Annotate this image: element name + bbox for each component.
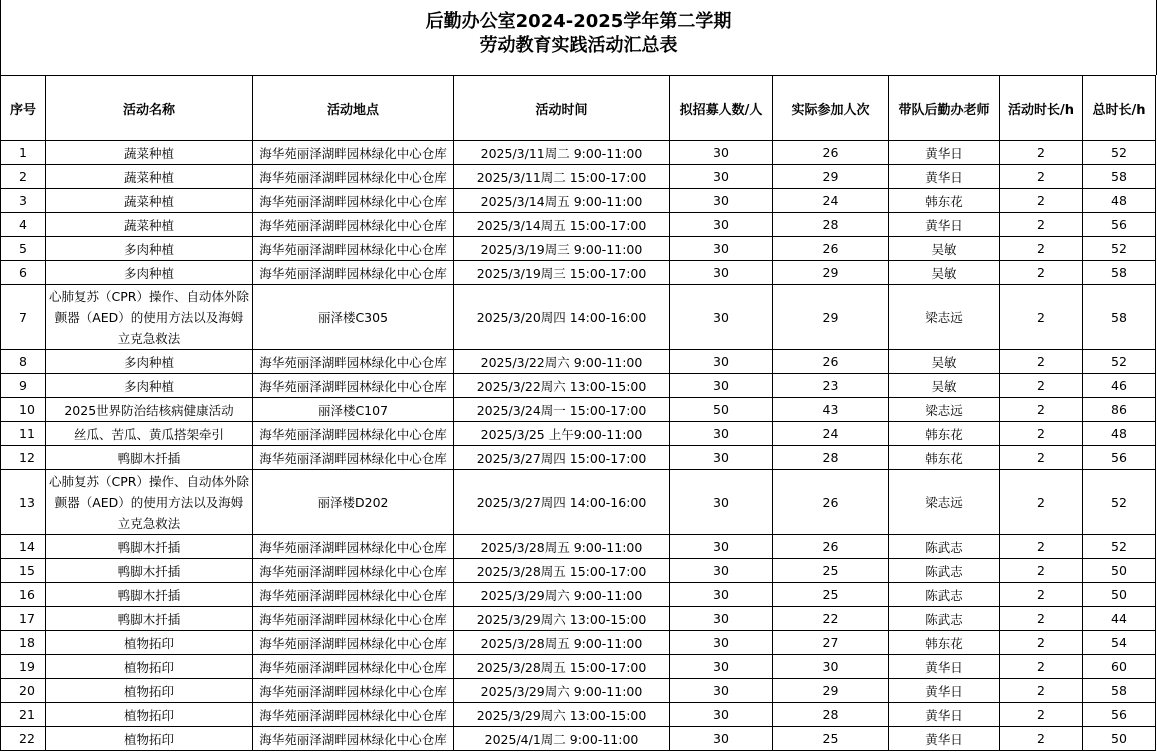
table-row bbox=[1, 350, 1156, 374]
cell-actual-count[interactable]: 26 bbox=[773, 237, 889, 261]
cell-index[interactable]: 17 bbox=[1, 607, 46, 631]
cell-location[interactable]: 海华苑丽泽湖畔园林绿化中心仓库 bbox=[253, 189, 454, 213]
cell-total-hours[interactable]: 48 bbox=[1083, 422, 1156, 446]
cell-total-hours[interactable]: 56 bbox=[1083, 446, 1156, 470]
cell-duration[interactable]: 2 bbox=[1000, 189, 1083, 213]
cell-planned-count[interactable]: 30 bbox=[670, 189, 773, 213]
cell-total-hours[interactable]: 54 bbox=[1083, 631, 1156, 655]
cell-planned-count[interactable]: 30 bbox=[670, 655, 773, 679]
cell-duration[interactable]: 2 bbox=[1000, 261, 1083, 285]
cell-duration[interactable]: 2 bbox=[1000, 350, 1083, 374]
cell-activity-name[interactable]: 植物拓印 bbox=[46, 703, 253, 727]
cell-activity-name[interactable]: 多肉种植 bbox=[46, 237, 253, 261]
cell-activity-name[interactable]: 鸭脚木扦插 bbox=[46, 607, 253, 631]
header-row bbox=[1, 76, 1156, 141]
cell-duration[interactable]: 2 bbox=[1000, 398, 1083, 422]
cell-time[interactable]: 2025/3/27周四 15:00-17:00 bbox=[454, 446, 670, 470]
cell-teacher[interactable]: 梁志远 bbox=[889, 285, 1000, 350]
table-row bbox=[1, 285, 1156, 350]
cell-duration[interactable]: 2 bbox=[1000, 446, 1083, 470]
cell-planned-count[interactable]: 30 bbox=[670, 559, 773, 583]
cell-planned-count[interactable]: 30 bbox=[670, 446, 773, 470]
cell-duration[interactable]: 2 bbox=[1000, 703, 1083, 727]
cell-index[interactable]: 13 bbox=[1, 470, 46, 535]
cell-duration[interactable]: 2 bbox=[1000, 655, 1083, 679]
cell-teacher[interactable]: 黄华日 bbox=[889, 703, 1000, 727]
cell-actual-count[interactable]: 26 bbox=[773, 350, 889, 374]
cell-actual-count[interactable]: 26 bbox=[773, 141, 889, 165]
cell-time[interactable]: 2025/3/25 上午9:00-11:00 bbox=[454, 422, 670, 446]
cell-planned-count[interactable]: 30 bbox=[670, 213, 773, 237]
cell-time[interactable]: 2025/3/22周六 9:00-11:00 bbox=[454, 350, 670, 374]
cell-index[interactable]: 6 bbox=[1, 261, 46, 285]
cell-location[interactable]: 丽泽楼C107 bbox=[253, 398, 454, 422]
cell-teacher[interactable]: 吴敏 bbox=[889, 237, 1000, 261]
cell-total-hours[interactable]: 58 bbox=[1083, 285, 1156, 350]
cell-actual-count[interactable]: 29 bbox=[773, 165, 889, 189]
cell-planned-count[interactable]: 50 bbox=[670, 398, 773, 422]
cell-location[interactable]: 海华苑丽泽湖畔园林绿化中心仓库 bbox=[253, 422, 454, 446]
cell-index[interactable]: 19 bbox=[1, 655, 46, 679]
cell-teacher[interactable]: 陈武志 bbox=[889, 559, 1000, 583]
cell-location[interactable]: 海华苑丽泽湖畔园林绿化中心仓库 bbox=[253, 165, 454, 189]
table-row bbox=[1, 398, 1156, 422]
cell-time[interactable]: 2025/3/14周五 9:00-11:00 bbox=[454, 189, 670, 213]
cell-time[interactable]: 2025/3/11周二 15:00-17:00 bbox=[454, 165, 670, 189]
table-row bbox=[1, 374, 1156, 398]
cell-total-hours[interactable]: 56 bbox=[1083, 213, 1156, 237]
header-cell[interactable]: 活动名称 bbox=[46, 76, 253, 141]
cell-location[interactable]: 海华苑丽泽湖畔园林绿化中心仓库 bbox=[253, 213, 454, 237]
cell-index[interactable]: 9 bbox=[1, 374, 46, 398]
table-row bbox=[1, 189, 1156, 213]
cell-duration[interactable]: 2 bbox=[1000, 679, 1083, 703]
cell-teacher[interactable]: 韩东花 bbox=[889, 446, 1000, 470]
cell-index[interactable]: 15 bbox=[1, 559, 46, 583]
cell-teacher[interactable]: 黄华日 bbox=[889, 655, 1000, 679]
cell-time[interactable]: 2025/3/24周一 15:00-17:00 bbox=[454, 398, 670, 422]
cell-location[interactable]: 海华苑丽泽湖畔园林绿化中心仓库 bbox=[253, 607, 454, 631]
cell-teacher[interactable]: 梁志远 bbox=[889, 470, 1000, 535]
cell-total-hours[interactable]: 58 bbox=[1083, 165, 1156, 189]
cell-activity-name[interactable]: 鸭脚木扦插 bbox=[46, 583, 253, 607]
cell-activity-name[interactable]: 多肉种植 bbox=[46, 261, 253, 285]
cell-actual-count[interactable]: 25 bbox=[773, 727, 889, 751]
cell-index[interactable]: 4 bbox=[1, 213, 46, 237]
cell-duration[interactable]: 2 bbox=[1000, 583, 1083, 607]
cell-duration[interactable]: 2 bbox=[1000, 535, 1083, 559]
cell-planned-count[interactable]: 30 bbox=[670, 141, 773, 165]
cell-index[interactable]: 20 bbox=[1, 679, 46, 703]
cell-planned-count[interactable]: 30 bbox=[670, 165, 773, 189]
cell-location[interactable]: 丽泽楼C305 bbox=[253, 285, 454, 350]
cell-activity-name[interactable]: 心肺复苏（CPR）操作、自动体外除颤器（AED）的使用方法以及海姆立克急救法 bbox=[46, 470, 253, 535]
cell-duration[interactable]: 2 bbox=[1000, 422, 1083, 446]
cell-teacher[interactable]: 黄华日 bbox=[889, 727, 1000, 751]
header-cell[interactable]: 总时长/h bbox=[1083, 76, 1156, 141]
cell-activity-name[interactable]: 蔬菜种植 bbox=[46, 213, 253, 237]
activity-table bbox=[0, 75, 1156, 751]
cell-actual-count[interactable]: 24 bbox=[773, 189, 889, 213]
cell-planned-count[interactable]: 30 bbox=[670, 583, 773, 607]
cell-location[interactable]: 海华苑丽泽湖畔园林绿化中心仓库 bbox=[253, 559, 454, 583]
cell-actual-count[interactable]: 28 bbox=[773, 446, 889, 470]
title-line-2: 劳动教育实践活动汇总表 bbox=[479, 35, 678, 56]
cell-actual-count[interactable]: 25 bbox=[773, 583, 889, 607]
table-row bbox=[1, 727, 1156, 751]
table-row bbox=[1, 607, 1156, 631]
cell-index[interactable]: 5 bbox=[1, 237, 46, 261]
cell-activity-name[interactable]: 植物拓印 bbox=[46, 679, 253, 703]
title-block bbox=[0, 0, 1157, 75]
cell-planned-count[interactable]: 30 bbox=[670, 422, 773, 446]
table-row bbox=[1, 165, 1156, 189]
cell-teacher[interactable]: 陈武志 bbox=[889, 607, 1000, 631]
cell-time[interactable]: 2025/3/28周五 15:00-17:00 bbox=[454, 655, 670, 679]
cell-index[interactable]: 21 bbox=[1, 703, 46, 727]
title-line-1: 后勤办公室2024-2025学年第二学期 bbox=[425, 11, 732, 32]
cell-teacher[interactable]: 陈武志 bbox=[889, 583, 1000, 607]
cell-total-hours[interactable]: 60 bbox=[1083, 655, 1156, 679]
cell-planned-count[interactable]: 30 bbox=[670, 727, 773, 751]
cell-actual-count[interactable]: 28 bbox=[773, 213, 889, 237]
cell-duration[interactable]: 2 bbox=[1000, 374, 1083, 398]
cell-total-hours[interactable]: 58 bbox=[1083, 679, 1156, 703]
cell-actual-count[interactable]: 29 bbox=[773, 261, 889, 285]
cell-duration[interactable]: 2 bbox=[1000, 237, 1083, 261]
cell-location[interactable]: 海华苑丽泽湖畔园林绿化中心仓库 bbox=[253, 679, 454, 703]
cell-teacher[interactable]: 韩东花 bbox=[889, 422, 1000, 446]
cell-teacher[interactable]: 黄华日 bbox=[889, 213, 1000, 237]
cell-location[interactable]: 海华苑丽泽湖畔园林绿化中心仓库 bbox=[253, 261, 454, 285]
cell-location[interactable]: 海华苑丽泽湖畔园林绿化中心仓库 bbox=[253, 141, 454, 165]
cell-activity-name[interactable]: 丝瓜、苦瓜、黄瓜搭架牵引 bbox=[46, 422, 253, 446]
cell-time[interactable]: 2025/3/14周五 15:00-17:00 bbox=[454, 213, 670, 237]
table-row bbox=[1, 422, 1156, 446]
cell-total-hours[interactable]: 58 bbox=[1083, 261, 1156, 285]
table-row bbox=[1, 446, 1156, 470]
cell-duration[interactable]: 2 bbox=[1000, 559, 1083, 583]
cell-actual-count[interactable]: 29 bbox=[773, 679, 889, 703]
header-cell[interactable]: 活动时长/h bbox=[1000, 76, 1083, 141]
cell-activity-name[interactable]: 植物拓印 bbox=[46, 727, 253, 751]
cell-total-hours[interactable]: 52 bbox=[1083, 237, 1156, 261]
cell-duration[interactable]: 2 bbox=[1000, 165, 1083, 189]
cell-planned-count[interactable]: 30 bbox=[670, 350, 773, 374]
table-row bbox=[1, 631, 1156, 655]
cell-activity-name[interactable]: 蔬菜种植 bbox=[46, 141, 253, 165]
cell-index[interactable]: 2 bbox=[1, 165, 46, 189]
cell-time[interactable]: 2025/3/27周四 14:00-16:00 bbox=[454, 470, 670, 535]
cell-planned-count[interactable]: 30 bbox=[670, 679, 773, 703]
header-cell[interactable]: 活动时间 bbox=[454, 76, 670, 141]
header-cell[interactable]: 序号 bbox=[1, 76, 46, 141]
cell-duration[interactable]: 2 bbox=[1000, 213, 1083, 237]
cell-planned-count[interactable]: 30 bbox=[670, 607, 773, 631]
cell-total-hours[interactable]: 52 bbox=[1083, 350, 1156, 374]
cell-index[interactable]: 11 bbox=[1, 422, 46, 446]
cell-index[interactable]: 16 bbox=[1, 583, 46, 607]
table-row bbox=[1, 703, 1156, 727]
cell-duration[interactable]: 2 bbox=[1000, 285, 1083, 350]
cell-activity-name[interactable]: 鸭脚木扦插 bbox=[46, 559, 253, 583]
table-row bbox=[1, 261, 1156, 285]
cell-activity-name[interactable]: 植物拓印 bbox=[46, 631, 253, 655]
cell-activity-name[interactable]: 蔬菜种植 bbox=[46, 189, 253, 213]
cell-index[interactable]: 14 bbox=[1, 535, 46, 559]
cell-actual-count[interactable]: 29 bbox=[773, 285, 889, 350]
cell-index[interactable]: 10 bbox=[1, 398, 46, 422]
header-cell[interactable]: 带队后勤办老师 bbox=[889, 76, 1000, 141]
cell-planned-count[interactable]: 30 bbox=[670, 261, 773, 285]
header-cell[interactable]: 活动地点 bbox=[253, 76, 454, 141]
cell-planned-count[interactable]: 30 bbox=[670, 631, 773, 655]
table-row bbox=[1, 141, 1156, 165]
cell-actual-count[interactable]: 43 bbox=[773, 398, 889, 422]
cell-index[interactable]: 18 bbox=[1, 631, 46, 655]
cell-time[interactable]: 2025/3/11周二 9:00-11:00 bbox=[454, 141, 670, 165]
cell-location[interactable]: 海华苑丽泽湖畔园林绿化中心仓库 bbox=[253, 655, 454, 679]
table-row bbox=[1, 535, 1156, 559]
cell-teacher[interactable]: 黄华日 bbox=[889, 679, 1000, 703]
cell-teacher[interactable]: 陈武志 bbox=[889, 535, 1000, 559]
cell-location[interactable]: 海华苑丽泽湖畔园林绿化中心仓库 bbox=[253, 583, 454, 607]
cell-time[interactable]: 2025/3/29周六 9:00-11:00 bbox=[454, 583, 670, 607]
cell-activity-name[interactable]: 植物拓印 bbox=[46, 655, 253, 679]
cell-time[interactable]: 2025/3/20周四 14:00-16:00 bbox=[454, 285, 670, 350]
cell-time[interactable]: 2025/3/19周三 15:00-17:00 bbox=[454, 261, 670, 285]
cell-location[interactable]: 丽泽楼D202 bbox=[253, 470, 454, 535]
cell-time[interactable]: 2025/3/28周五 9:00-11:00 bbox=[454, 535, 670, 559]
cell-actual-count[interactable]: 25 bbox=[773, 559, 889, 583]
cell-activity-name[interactable]: 多肉种植 bbox=[46, 374, 253, 398]
cell-teacher[interactable]: 黄华日 bbox=[889, 165, 1000, 189]
cell-duration[interactable]: 2 bbox=[1000, 727, 1083, 751]
cell-planned-count[interactable]: 30 bbox=[670, 703, 773, 727]
cell-activity-name[interactable]: 蔬菜种植 bbox=[46, 165, 253, 189]
cell-planned-count[interactable]: 30 bbox=[670, 285, 773, 350]
cell-location[interactable]: 海华苑丽泽湖畔园林绿化中心仓库 bbox=[253, 374, 454, 398]
cell-index[interactable]: 22 bbox=[1, 727, 46, 751]
cell-total-hours[interactable]: 52 bbox=[1083, 535, 1156, 559]
cell-duration[interactable]: 2 bbox=[1000, 607, 1083, 631]
cell-time[interactable]: 2025/3/29周六 9:00-11:00 bbox=[454, 679, 670, 703]
cell-duration[interactable]: 2 bbox=[1000, 141, 1083, 165]
cell-actual-count[interactable]: 30 bbox=[773, 655, 889, 679]
cell-teacher[interactable]: 黄华日 bbox=[889, 141, 1000, 165]
cell-location[interactable]: 海华苑丽泽湖畔园林绿化中心仓库 bbox=[253, 535, 454, 559]
cell-planned-count[interactable]: 30 bbox=[670, 535, 773, 559]
header-cell[interactable]: 实际参加人次 bbox=[773, 76, 889, 141]
cell-actual-count[interactable]: 24 bbox=[773, 422, 889, 446]
cell-teacher[interactable]: 吴敏 bbox=[889, 374, 1000, 398]
cell-activity-name[interactable]: 鸭脚木扦插 bbox=[46, 535, 253, 559]
header-cell[interactable]: 拟招募人数/人 bbox=[670, 76, 773, 141]
cell-location[interactable]: 海华苑丽泽湖畔园林绿化中心仓库 bbox=[253, 237, 454, 261]
table-row bbox=[1, 213, 1156, 237]
cell-total-hours[interactable]: 50 bbox=[1083, 583, 1156, 607]
table-row bbox=[1, 559, 1156, 583]
cell-activity-name[interactable]: 心肺复苏（CPR）操作、自动体外除颤器（AED）的使用方法以及海姆立克急救法 bbox=[46, 285, 253, 350]
cell-actual-count[interactable]: 27 bbox=[773, 631, 889, 655]
cell-location[interactable]: 海华苑丽泽湖畔园林绿化中心仓库 bbox=[253, 727, 454, 751]
cell-planned-count[interactable]: 30 bbox=[670, 374, 773, 398]
table-row bbox=[1, 583, 1156, 607]
cell-index[interactable]: 7 bbox=[1, 285, 46, 350]
cell-index[interactable]: 1 bbox=[1, 141, 46, 165]
cell-location[interactable]: 海华苑丽泽湖畔园林绿化中心仓库 bbox=[253, 350, 454, 374]
cell-time[interactable]: 2025/3/28周五 9:00-11:00 bbox=[454, 631, 670, 655]
cell-time[interactable]: 2025/3/22周六 13:00-15:00 bbox=[454, 374, 670, 398]
cell-total-hours[interactable]: 52 bbox=[1083, 141, 1156, 165]
cell-planned-count[interactable]: 30 bbox=[670, 470, 773, 535]
cell-total-hours[interactable]: 44 bbox=[1083, 607, 1156, 631]
cell-location[interactable]: 海华苑丽泽湖畔园林绿化中心仓库 bbox=[253, 703, 454, 727]
cell-teacher[interactable]: 韩东花 bbox=[889, 631, 1000, 655]
cell-planned-count[interactable]: 30 bbox=[670, 237, 773, 261]
cell-index[interactable]: 12 bbox=[1, 446, 46, 470]
cell-teacher[interactable]: 梁志远 bbox=[889, 398, 1000, 422]
cell-total-hours[interactable]: 50 bbox=[1083, 727, 1156, 751]
cell-time[interactable]: 2025/3/29周六 13:00-15:00 bbox=[454, 607, 670, 631]
table-row bbox=[1, 655, 1156, 679]
cell-actual-count[interactable]: 22 bbox=[773, 607, 889, 631]
table-row bbox=[1, 470, 1156, 535]
table-row bbox=[1, 237, 1156, 261]
cell-actual-count[interactable]: 23 bbox=[773, 374, 889, 398]
cell-teacher[interactable]: 韩东花 bbox=[889, 189, 1000, 213]
cell-teacher[interactable]: 吴敏 bbox=[889, 350, 1000, 374]
cell-teacher[interactable]: 吴敏 bbox=[889, 261, 1000, 285]
cell-actual-count[interactable]: 28 bbox=[773, 703, 889, 727]
cell-actual-count[interactable]: 26 bbox=[773, 535, 889, 559]
cell-total-hours[interactable]: 48 bbox=[1083, 189, 1156, 213]
table-row bbox=[1, 679, 1156, 703]
cell-time[interactable]: 2025/4/1周二 9:00-11:00 bbox=[454, 727, 670, 751]
cell-time[interactable]: 2025/3/29周六 13:00-15:00 bbox=[454, 703, 670, 727]
cell-time[interactable]: 2025/3/19周三 9:00-11:00 bbox=[454, 237, 670, 261]
cell-location[interactable]: 海华苑丽泽湖畔园林绿化中心仓库 bbox=[253, 631, 454, 655]
cell-index[interactable]: 3 bbox=[1, 189, 46, 213]
cell-activity-name[interactable]: 2025世界防治结核病健康活动 bbox=[46, 398, 253, 422]
cell-total-hours[interactable]: 46 bbox=[1083, 374, 1156, 398]
cell-location[interactable]: 海华苑丽泽湖畔园林绿化中心仓库 bbox=[253, 446, 454, 470]
cell-total-hours[interactable]: 50 bbox=[1083, 559, 1156, 583]
cell-time[interactable]: 2025/3/28周五 15:00-17:00 bbox=[454, 559, 670, 583]
cell-activity-name[interactable]: 鸭脚木扦插 bbox=[46, 446, 253, 470]
cell-actual-count[interactable]: 26 bbox=[773, 470, 889, 535]
cell-total-hours[interactable]: 86 bbox=[1083, 398, 1156, 422]
cell-total-hours[interactable]: 52 bbox=[1083, 470, 1156, 535]
cell-total-hours[interactable]: 56 bbox=[1083, 703, 1156, 727]
cell-index[interactable]: 8 bbox=[1, 350, 46, 374]
cell-duration[interactable]: 2 bbox=[1000, 631, 1083, 655]
cell-activity-name[interactable]: 多肉种植 bbox=[46, 350, 253, 374]
cell-duration[interactable]: 2 bbox=[1000, 470, 1083, 535]
